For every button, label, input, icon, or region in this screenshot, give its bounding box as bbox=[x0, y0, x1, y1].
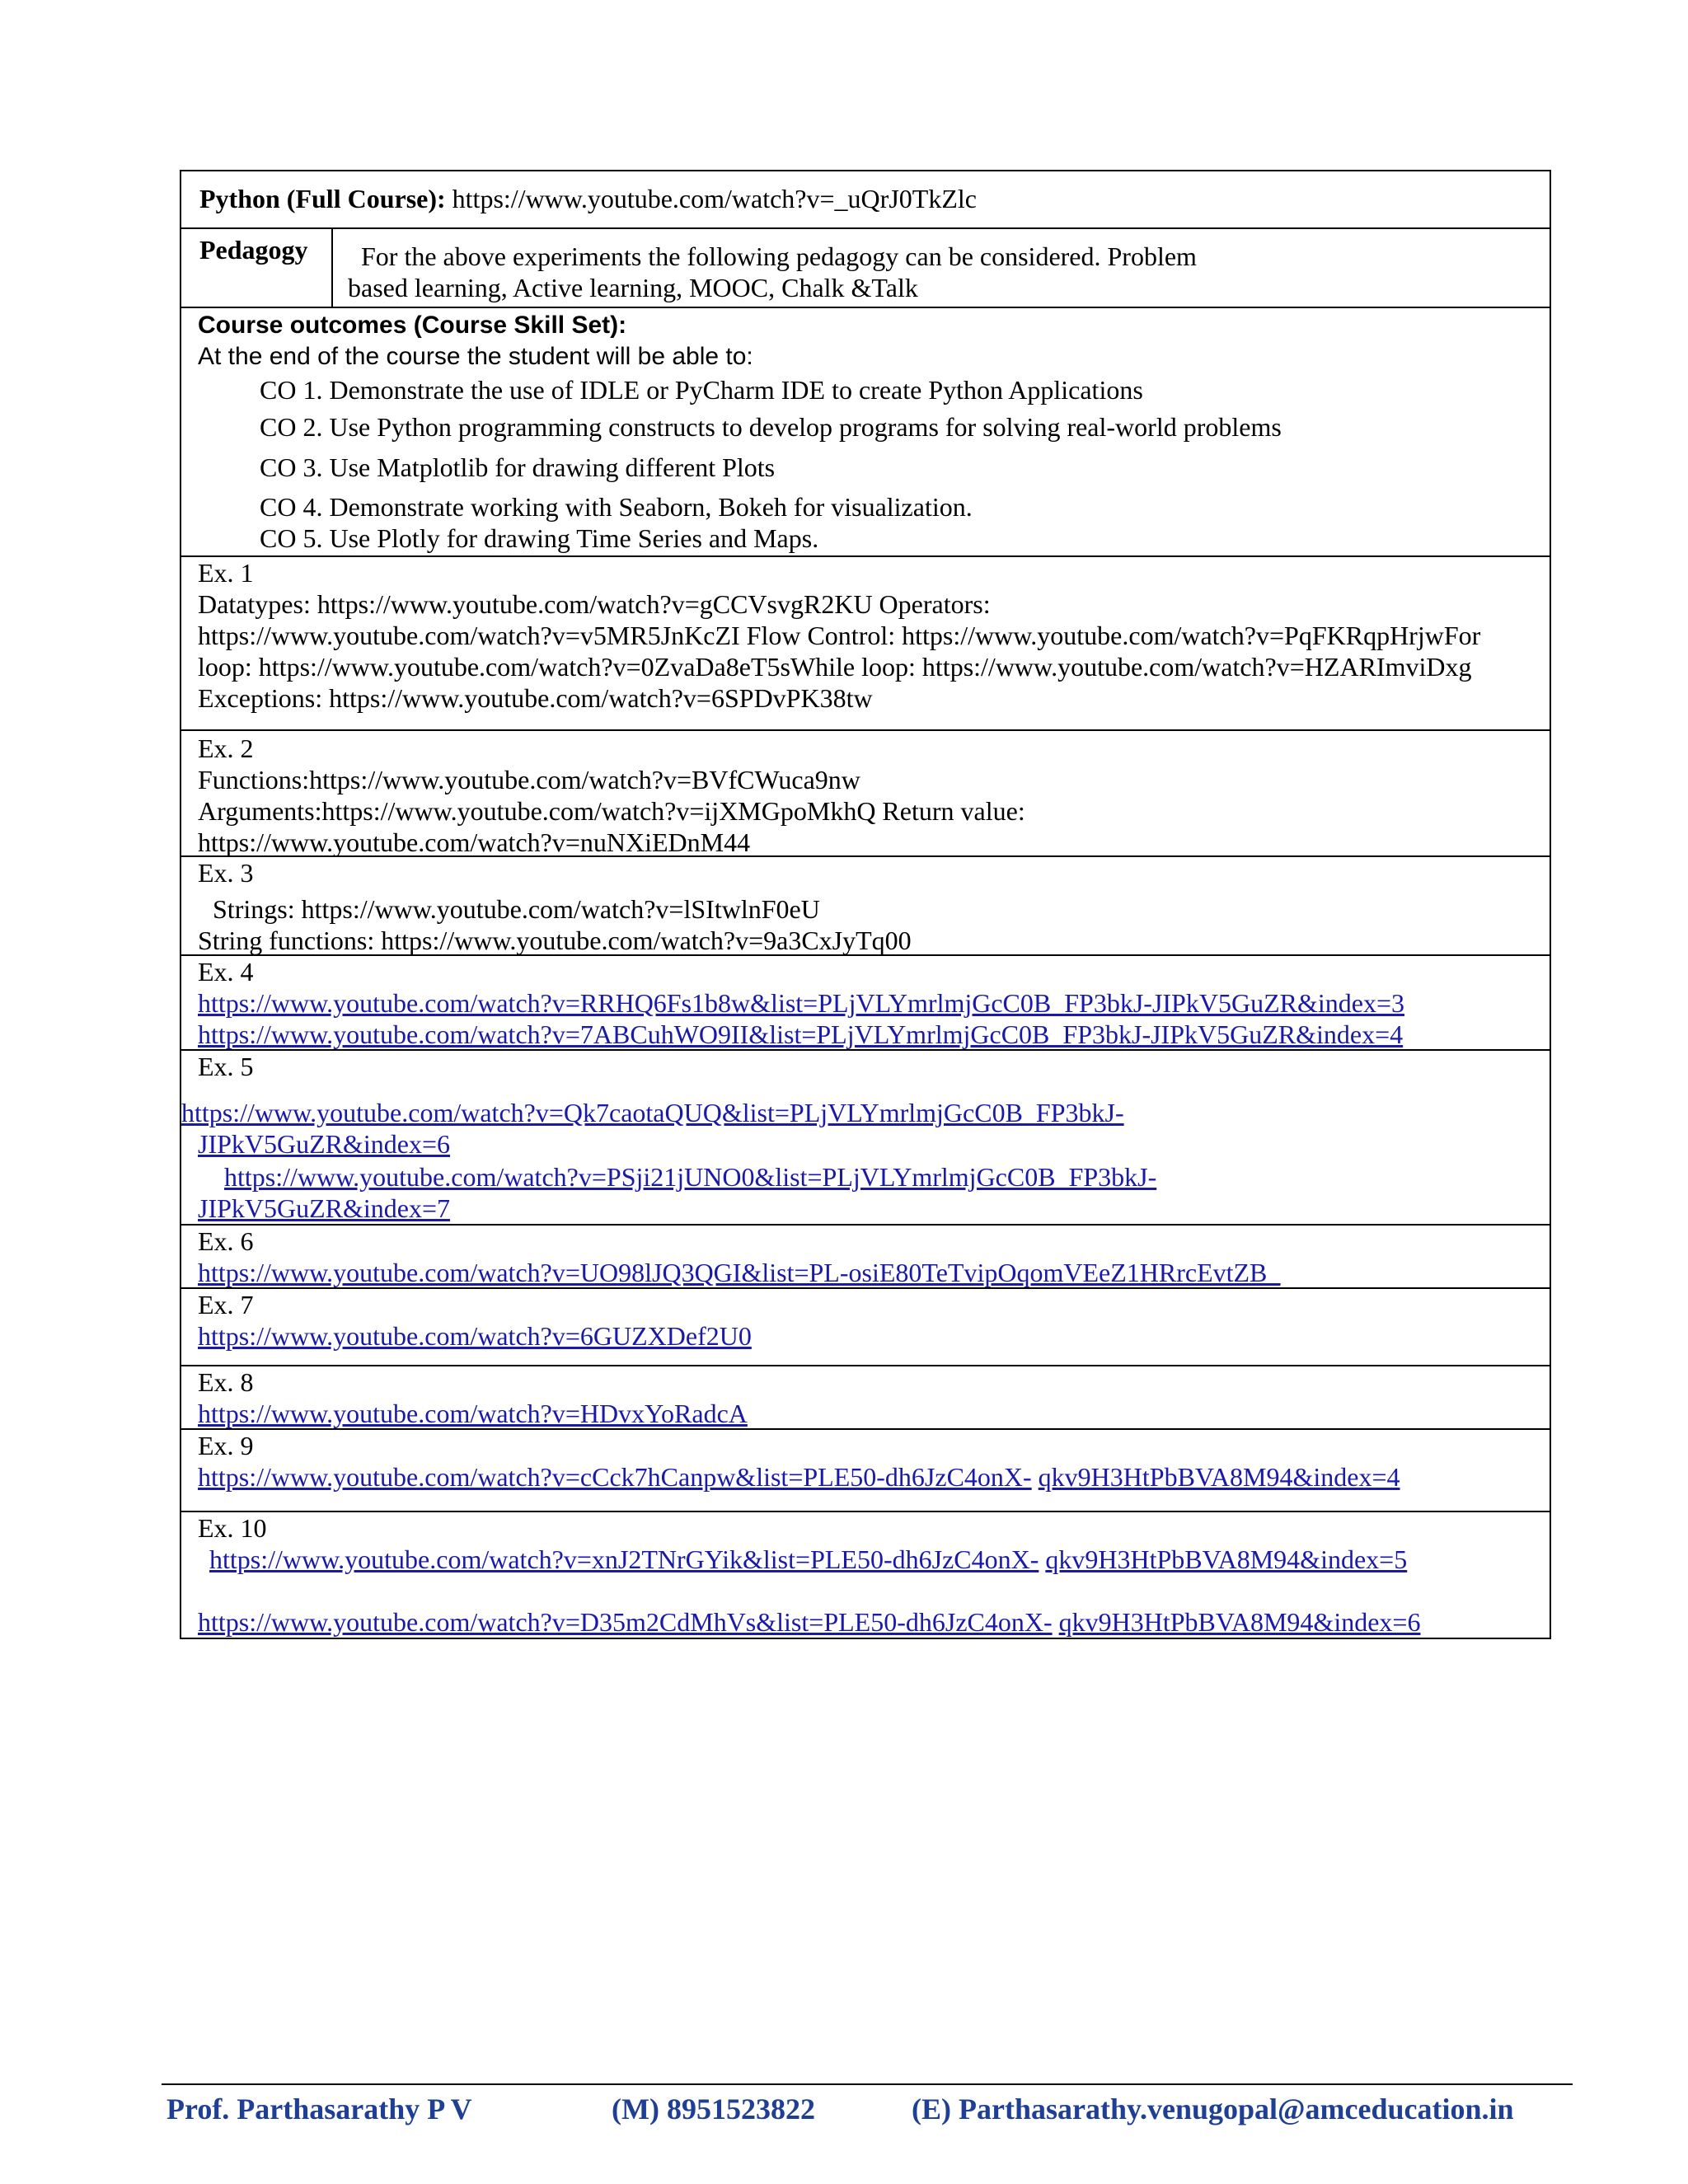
ex9-link-continued[interactable]: qkv9H3HtPbBVA8M94&index=4 bbox=[1038, 1462, 1400, 1492]
course-resources-table bbox=[180, 170, 1551, 1639]
ex10-label: Ex. 10 bbox=[198, 1513, 267, 1543]
ex5-label: Ex. 5 bbox=[198, 1052, 254, 1081]
ex8-link[interactable]: https://www.youtube.com/watch?v=HDvxYoRadcA bbox=[198, 1399, 748, 1428]
ex10-link-line bbox=[209, 1544, 1407, 1575]
ex5-row bbox=[181, 1049, 1550, 1224]
ex3-line: String functions: https://www.youtube.com/watch?v=9a3CxJyTq00 bbox=[198, 926, 912, 955]
ex9-row bbox=[181, 1428, 1550, 1511]
python-full-course-row bbox=[181, 171, 1550, 227]
ex6-row bbox=[181, 1224, 1550, 1287]
course-outcome-5: CO 5. Use Plotly for drawing Time Series and Maps. bbox=[260, 523, 819, 553]
ex1-line: https://www.youtube.com/watch?v=v5MR5JnKcZI Flow Control: https://www.youtube.com/watch?v=PqFKRqpHrjwFor bbox=[198, 621, 1481, 650]
ex5-link-continued[interactable]: JIPkV5GuZR&index=7 bbox=[198, 1193, 451, 1223]
course-outcomes-intro: At the end of the course the student will be able to: bbox=[198, 343, 753, 370]
footer-author-name: Prof. Parthasarathy P V bbox=[166, 2093, 472, 2125]
course-outcomes-row bbox=[181, 307, 1550, 555]
ex2-label: Ex. 2 bbox=[198, 733, 254, 763]
ex5-link-continued[interactable]: JIPkV5GuZR&index=6 bbox=[198, 1129, 451, 1159]
ex2-line: https://www.youtube.com/watch?v=nuNXiEDnM44 bbox=[198, 827, 751, 857]
ex1-line: loop: https://www.youtube.com/watch?v=0ZvaDa8eT5sWhile loop: https://www.youtube.com/watch?v=HZARImviDxg bbox=[198, 652, 1472, 682]
ex3-label: Ex. 3 bbox=[198, 858, 254, 888]
ex1-label: Ex. 1 bbox=[198, 558, 254, 588]
ex2-line: Arguments:https://www.youtube.com/watch?v=ijXMGpoMkhQ Return value: bbox=[198, 796, 1025, 826]
ex10-link[interactable]: https://www.youtube.com/watch?v=xnJ2TNrGYik&list=PLE50-dh6JzC4onX- bbox=[209, 1544, 1039, 1574]
ex3-row bbox=[181, 855, 1550, 954]
ex7-row bbox=[181, 1287, 1550, 1365]
ex10-row bbox=[181, 1511, 1550, 1638]
ex7-label: Ex. 7 bbox=[198, 1290, 254, 1319]
ex7-link[interactable]: https://www.youtube.com/watch?v=6GUZXDef2U0 bbox=[198, 1321, 752, 1351]
ex6-link[interactable]: https://www.youtube.com/watch?v=UO98lJQ3QGI&list=PL-osiE80TeTvipOqomVEeZ1HRrcEvtZB_ bbox=[198, 1258, 1281, 1287]
ex4-link[interactable]: https://www.youtube.com/watch?v=7ABCuhWO9II&list=PLjVLYmrlmjGcC0B_FP3bkJ-JIPkV5GuZR&index=4 bbox=[198, 1019, 1404, 1049]
ex9-link-line bbox=[198, 1461, 1400, 1493]
footer-mobile: (M) 8951523822 bbox=[612, 2093, 815, 2125]
python-full-course-line bbox=[199, 183, 977, 214]
pedagogy-text-line2: based learning, Active learning, MOOC, Chalk &Talk bbox=[348, 273, 918, 302]
ex4-link[interactable]: https://www.youtube.com/watch?v=RRHQ6Fs1b8w&list=PLjVLYmrlmjGcC0B_FP3bkJ-JIPkV5GuZR&index=3 bbox=[198, 988, 1404, 1018]
python-full-course-label: Python (Full Course): bbox=[199, 184, 446, 213]
ex9-link[interactable]: https://www.youtube.com/watch?v=cCck7hCanpw&list=PLE50-dh6JzC4onX- bbox=[198, 1462, 1032, 1492]
ex5-link[interactable]: https://www.youtube.com/watch?v=PSji21jUNO0&list=PLjVLYmrlmjGcC0B_FP3bkJ- bbox=[224, 1162, 1157, 1192]
ex1-line: Datatypes: https://www.youtube.com/watch?v=gCCVsvgR2KU Operators: bbox=[198, 589, 991, 619]
ex8-label: Ex. 8 bbox=[198, 1367, 254, 1397]
ex3-line: Strings: https://www.youtube.com/watch?v=lSItwlnF0eU bbox=[213, 894, 820, 924]
course-outcome-3: CO 3. Use Matplotlib for drawing different Plots bbox=[260, 452, 776, 482]
ex1-line: Exceptions: https://www.youtube.com/watch?v=6SPDvPK38tw bbox=[198, 683, 873, 713]
ex2-row bbox=[181, 729, 1550, 855]
ex8-row bbox=[181, 1365, 1550, 1428]
ex10-link-continued[interactable]: qkv9H3HtPbBVA8M94&index=5 bbox=[1045, 1544, 1408, 1574]
ex2-line: Functions:https://www.youtube.com/watch?v=BVfCWuca9nw bbox=[198, 765, 860, 794]
pedagogy-divider bbox=[331, 229, 333, 307]
ex9-label: Ex. 9 bbox=[198, 1431, 254, 1460]
footer-email: (E) Parthasarathy.venugopal@amceducation.in bbox=[912, 2093, 1514, 2125]
python-full-course-url: https://www.youtube.com/watch?v=_uQrJ0TkZlc bbox=[452, 184, 977, 213]
ex4-row bbox=[181, 954, 1550, 1049]
ex1-row bbox=[181, 555, 1550, 729]
ex10-link[interactable]: https://www.youtube.com/watch?v=D35m2CdMhVs&list=PLE50-dh6JzC4onX- bbox=[198, 1607, 1053, 1637]
course-outcomes-heading: Course outcomes (Course Skill Set): bbox=[198, 312, 627, 339]
ex10-link-line bbox=[198, 1606, 1420, 1638]
pedagogy-label: Pedagogy bbox=[199, 235, 308, 265]
ex4-label: Ex. 4 bbox=[198, 957, 254, 987]
footer-divider bbox=[162, 2083, 1573, 2085]
ex6-label: Ex. 6 bbox=[198, 1226, 254, 1256]
ex10-link-continued[interactable]: qkv9H3HtPbBVA8M94&index=6 bbox=[1058, 1607, 1421, 1637]
course-outcome-2: CO 2. Use Python programming constructs to develop programs for solving real-world problems bbox=[260, 412, 1282, 442]
course-outcome-1: CO 1. Demonstrate the use of IDLE or PyCharm IDE to create Python Applications bbox=[260, 375, 1143, 405]
course-outcome-4: CO 4. Demonstrate working with Seaborn, Bokeh for visualization. bbox=[260, 492, 973, 522]
pedagogy-text-line1: For the above experiments the following pedagogy can be considered. Problem bbox=[361, 241, 1197, 271]
pedagogy-row bbox=[181, 227, 1550, 307]
ex5-link[interactable]: https://www.youtube.com/watch?v=Qk7caotaQUQ&list=PLjVLYmrlmjGcC0B_FP3bkJ- bbox=[181, 1098, 1124, 1127]
